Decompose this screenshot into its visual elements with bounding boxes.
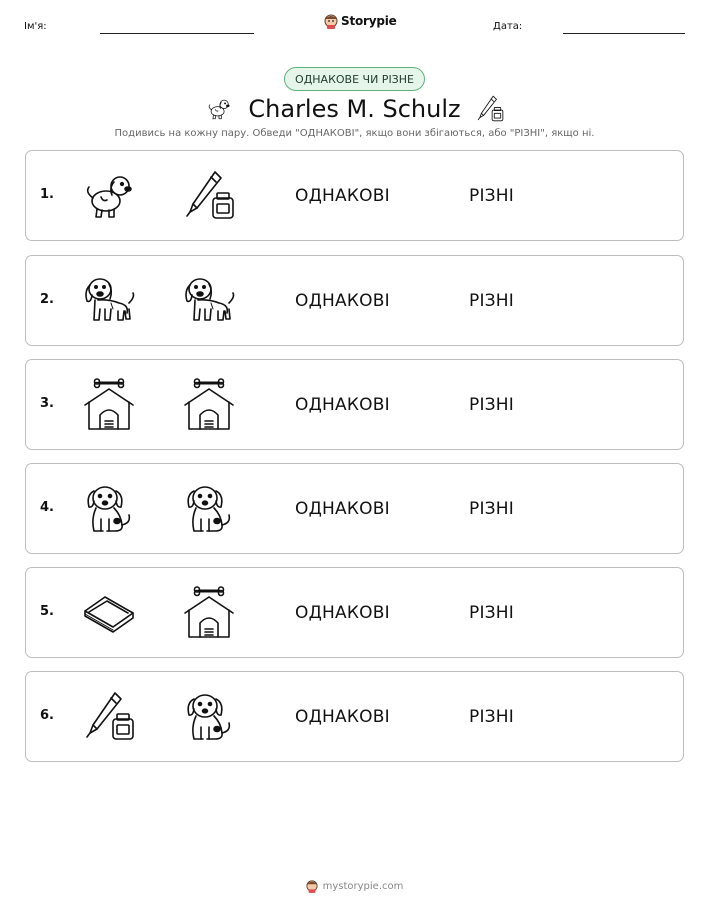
pair-row — [25, 671, 684, 762]
pen-ink-icon — [475, 94, 505, 124]
row-number: 1. — [40, 187, 54, 202]
pair-row — [25, 150, 684, 241]
same-option[interactable]: ОДНАКОВІ — [295, 395, 390, 415]
sitting-dog-icon — [81, 481, 137, 537]
same-option[interactable]: ОДНАКОВІ — [295, 603, 390, 623]
doghouse-icon — [181, 585, 237, 641]
pen-ink-icon — [81, 689, 137, 745]
pair-row — [25, 255, 684, 346]
pair-row — [25, 567, 684, 658]
different-option[interactable]: РІЗНІ — [469, 186, 514, 206]
footer-url[interactable]: mystorypie.com — [322, 880, 404, 892]
different-option[interactable]: РІЗНІ — [469, 395, 514, 415]
same-option[interactable]: ОДНАКОВІ — [295, 291, 390, 311]
name-label: Ім'я: — [24, 21, 47, 32]
sitting-dog-icon — [181, 689, 237, 745]
row-number: 6. — [40, 708, 54, 723]
puppy-icon — [204, 96, 234, 122]
different-option[interactable]: РІЗНІ — [469, 291, 514, 311]
pair-row — [25, 359, 684, 450]
row-number: 5. — [40, 604, 54, 619]
row-number: 4. — [40, 500, 54, 515]
beagle-icon — [181, 273, 237, 329]
storypie-mascot-icon — [306, 879, 318, 893]
title-row — [0, 92, 709, 126]
doghouse-icon — [81, 377, 137, 433]
beagle-icon — [81, 273, 137, 329]
same-option[interactable]: ОДНАКОВІ — [295, 707, 390, 727]
same-option[interactable]: ОДНАКОВІ — [295, 499, 390, 519]
pen-ink-icon — [181, 168, 237, 224]
name-line — [100, 33, 254, 34]
same-option[interactable]: ОДНАКОВІ — [295, 186, 390, 206]
footer — [0, 879, 709, 893]
puppy-icon — [81, 168, 137, 224]
date-label: Дата: — [493, 21, 523, 32]
different-option[interactable]: РІЗНІ — [469, 603, 514, 623]
brand-name: Storypie — [341, 14, 397, 28]
worksheet-header — [0, 0, 709, 45]
page-title: Charles M. Schulz — [248, 95, 461, 123]
date-line — [563, 33, 685, 34]
row-number: 3. — [40, 396, 54, 411]
pair-row — [25, 463, 684, 554]
row-number: 2. — [40, 292, 54, 307]
storypie-mascot-icon — [324, 13, 338, 29]
different-option[interactable]: РІЗНІ — [469, 707, 514, 727]
blanket-icon — [81, 585, 137, 641]
different-option[interactable]: РІЗНІ — [469, 499, 514, 519]
worksheet-type-badge: ОДНАКОВЕ ЧИ РІЗНЕ — [284, 67, 425, 91]
sitting-dog-icon — [181, 481, 237, 537]
doghouse-icon — [181, 377, 237, 433]
brand-logo — [324, 13, 397, 29]
instructions: Подивись на кожну пару. Обведи "ОДНАКОВІ", якщо вони збігаються, або "РІЗНІ", якщо ні. — [114, 128, 595, 139]
